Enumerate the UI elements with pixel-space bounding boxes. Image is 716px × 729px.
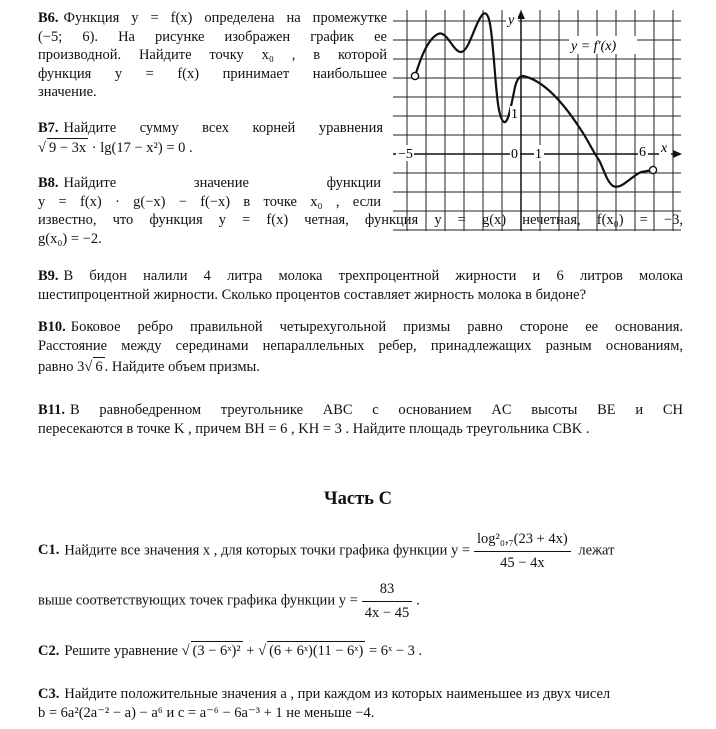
- problem-b9-label: B9.: [38, 268, 59, 284]
- problem-b11-label: B11.: [38, 402, 65, 418]
- y-axis-arrow-icon: [517, 10, 525, 19]
- x-axis-arrow-icon: [673, 150, 682, 158]
- problem-b9-line2: шестипроцентной жирности. Сколько процентов составляет жирность молока в бидоне?: [38, 286, 587, 303]
- graph-grid: [393, 10, 681, 231]
- section-heading: Часть С: [324, 489, 392, 509]
- problem-c1: [38, 530, 683, 622]
- problem-c1-fraction-2: [362, 580, 412, 622]
- problem-b11: [38, 401, 683, 438]
- problem-b10-label: B10.: [38, 319, 66, 335]
- problem-c1-fraction-2-denominator: 4x − 45: [364, 604, 410, 621]
- problem-b11-line2: пересекаются в точке K , причем BH = 6 , KH = 3 . Найдите площадь треугольника CBK .: [38, 420, 590, 437]
- problem-b10-line1: B10. Боковое ребро правильной четырехугольной призмы равно стороне ее основания.: [38, 319, 683, 335]
- curve-label: y = f′(x): [571, 39, 617, 54]
- x-axis-label: x: [661, 141, 668, 156]
- problem-b6-line1: B6. Функция y = f(x) определена на промежутке: [38, 10, 387, 26]
- problem-c3-line2: b = 6a²(2a⁻² − a) − a⁶ и c = a⁻⁶ − 6a⁻³ + 1 не меньше −4.: [38, 704, 375, 721]
- problem-c2-line1: C2. Решите уравнение √ (3 − 6ˣ)² + √ (6 + 6ˣ)(11 − 6ˣ) = 6ˣ − 3 .: [38, 643, 423, 659]
- problem-b8-line4: g(x₀) = −2.: [38, 230, 102, 247]
- problem-c3-line1: C3. Найдите положительные значения a , при каждом из которых наименьшее из двух чисел: [38, 686, 611, 702]
- y-axis-label: y: [508, 13, 515, 28]
- tick-label-neg5: −5: [398, 147, 413, 162]
- problem-b8-line3: известно, что функция y = f(x) четная, функция y = g(x) нечетная, f(x₀) = −3,: [38, 212, 683, 229]
- derivative-graph: [393, 10, 683, 232]
- problem-b9: [38, 267, 683, 304]
- problem-b6-line3: производной. Найдите точку x₀ , в которой: [38, 47, 387, 64]
- problem-b8-line2: y = f(x) · g(−x) − f(−x) в точке x₀ , если: [38, 193, 381, 210]
- problem-c1-line2: выше соответствующих точек графика функции y = $\frac{83}{4x - 45}$ .: [38, 581, 420, 621]
- problem-b10-line3: равно 3√ 6 . Найдите объем призмы.: [38, 359, 260, 376]
- open-endpoint-left: [411, 72, 418, 79]
- tick-label-6: 6: [639, 145, 646, 160]
- problem-b6-label: B6.: [38, 10, 59, 26]
- problem-b10-line2: Расстояние между серединами непараллельных ребер, принадлежащих разным основаниям,: [38, 337, 683, 354]
- problem-c1-fraction-1-numerator: log²₀,₇(23 + 4x): [474, 530, 571, 552]
- problem-b7: [38, 119, 383, 157]
- problem-b9-line1: B9. В бидон налили 4 литра молока трехпроцентной жирности и 6 литров молока: [38, 268, 683, 284]
- problem-b8-line1: B8. Найдите значение функции: [38, 175, 381, 191]
- problem-b7-line1: B7. Найдите сумму всех корней уравнения: [38, 120, 383, 136]
- problem-b7-radicand: 9 − 3x: [48, 139, 87, 156]
- problem-b10-radicand: 6: [95, 359, 103, 376]
- problem-b11-line1: B11. В равнобедренном треугольнике ABC с основанием AC высоты BE и CH: [38, 402, 683, 418]
- problem-c3: [38, 685, 683, 722]
- problem-c1-line1: C1. Найдите все значения x , для которых точки графика функции y = $\frac{\text{log²₀,₇(23 + 4x)}}{45 - 4x}$ лежат: [38, 531, 615, 571]
- open-endpoint-right: [649, 166, 656, 173]
- problem-c1-fraction-2-numerator: 83: [362, 580, 412, 602]
- problem-c3-label: C3.: [38, 686, 60, 702]
- problem-c2-radicand-2: (6 + 6ˣ)(11 − 6ˣ): [269, 643, 364, 659]
- tick-label-0: 0: [511, 147, 518, 162]
- problem-b6: [38, 9, 387, 102]
- problem-b10: [38, 318, 683, 377]
- problem-b8-label: B8.: [38, 175, 59, 191]
- problem-c1-fraction-1-denominator: 45 − 4x: [500, 554, 545, 571]
- tick-label-1y: 1: [511, 107, 518, 122]
- problem-c1-fraction-1: [474, 530, 571, 572]
- problem-b6-line5: значение.: [38, 84, 97, 101]
- problem-b7-label: B7.: [38, 120, 59, 136]
- problem-c2: [38, 641, 683, 661]
- problem-b7-equation: √ 9 − 3x · lg(17 − x²) = 0 .: [38, 139, 193, 156]
- problem-b6-line2: (−5; 6). На рисунке изображен график ее: [38, 28, 387, 45]
- problem-c2-label: C2.: [38, 643, 60, 659]
- problem-c2-radicand-1: (3 − 6ˣ)²: [192, 643, 241, 659]
- problem-b6-line4: функция y = f(x) принимает наибольшее: [38, 65, 387, 82]
- tick-label-1x: 1: [535, 147, 542, 162]
- problem-c1-label: C1.: [38, 542, 60, 559]
